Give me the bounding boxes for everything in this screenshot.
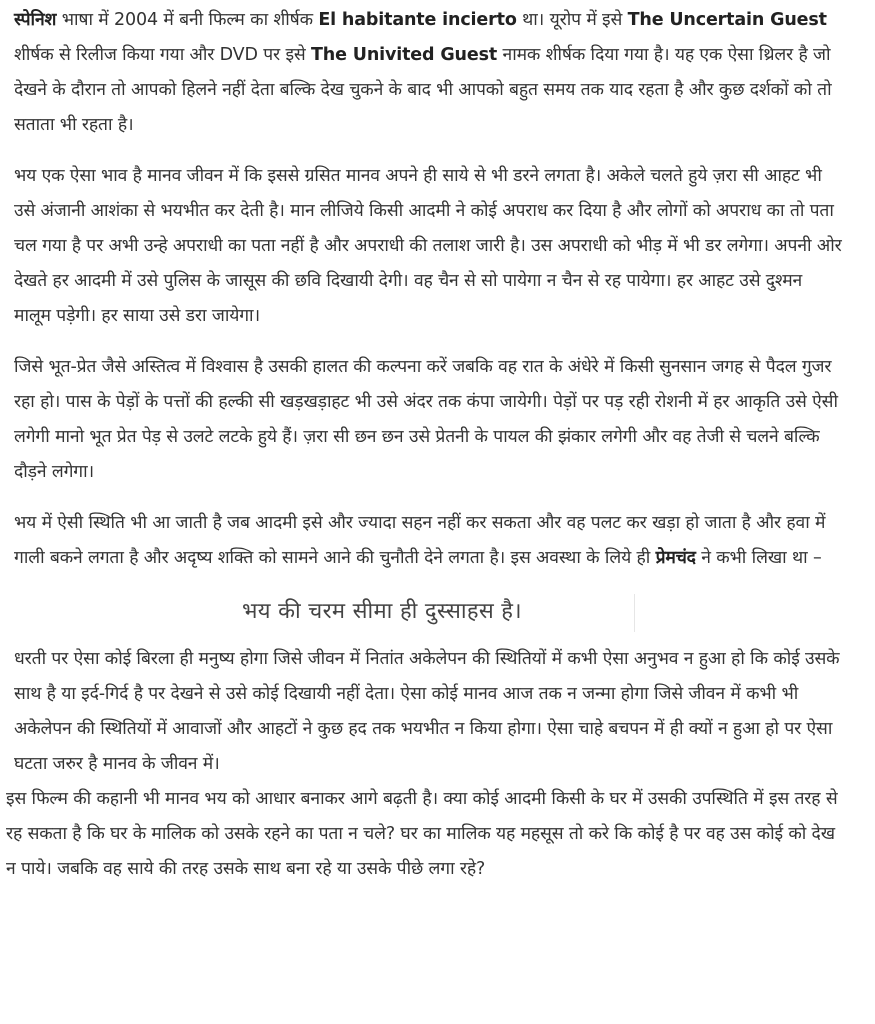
paragraph-text: था। यूरोप में इसे [516,10,628,30]
paragraph-film-intro [14,0,844,143]
paragraph-text: भय में ऐसी स्थिति भी आ जाती है जब आदमी इसे और ज्यादा सहन नहीं कर सकता और वह पलट कर खड़ा हो जाता है और हवा में गाली बकने लगता है और अदृष्य शक्ति को सामने आने की चुनौती देने लगता है। इस अवस्था के लिये ही [14,513,826,568]
bold-text-europe-title: The Uncertain Guest [627,10,827,30]
paragraph-fear: भय एक ऐसा भाव है मानव जीवन में कि इससे ग्रसित मानव अपने ही साये से भी डरने लगता है। अकेले चलते हुये ज़रा सी आहट भी उसे अंजानी आशंका से भयभीत कर देती है। मान लीजिये किसी आदमी ने कोई अपराध कर दिया है और लोगों को अपराध का तो पता चल गया है पर अभी उन्हे अपराधी का पता नहीं है और अपराधी की तलाश जारी है। उस अपराधी को भीड़ में भी डर लगेगा। अपनी ओर देखते हर आदमी में उसे पुलिस के जासूस की छवि दिखायी देगी। वह चैन से सो पायेगा न चैन से रह पायेगा। हर आहट उसे दुश्मन मालूम पड़ेगी। हर साया उसे डरा जायेगा। [14,166,842,326]
paragraph-premchand [14,506,844,576]
paragraph-text: भाषा में 2004 में बनी फिल्म का शीर्षक [56,10,319,30]
bold-text-author: प्रेमचंद [655,548,696,568]
quote-divider [634,594,635,632]
paragraph-text: शीर्षक से रिलीज किया गया और DVD पर इसे [14,45,311,65]
paragraph-film-story: इस फिल्म की कहानी भी मानव भय को आधार बनाकर आगे बढ़ती है। क्या कोई आदमी किसी के घर में उसकी उपस्थिति में इस तरह से रह सकता है कि घर के मालिक को उसके रहने का पता न चले? घर का मालिक यह महसूस तो करे कि कोई है पर वह उस कोई को देख न पाये। जबकि वह साये की तरह उसके साथ बना रहे या उसके पीछे लगा रहे? [6,789,838,879]
article-body [6,0,844,887]
paragraph-loneliness: धरती पर ऐसा कोई बिरला ही मनुष्य होगा जिसे जीवन में नितांत अकेलेपन की स्थितियों में कभी ऐसा अनुभव न हुआ हो कि कोई उसके साथ है या इर्द-गिर्द है पर देखने से उसे कोई दिखायी नहीं देता। ऐसा कोई मानव आज तक न जन्मा होगा जिसे जीवन में कभी भी अकेलेपन की स्थितियों में आवाजों और आहटों ने कुछ हद तक भयभीत न किया होगा। ऐसा चाहे बचपन में ही क्यों न हुआ हो पर ऐसा घटता जरुर है मानव के जीवन में। [14,649,840,774]
quote-text: भय की चरम सीमा ही दुस्साहस है। [242,599,522,624]
bold-text-original-title: El habitante incierto [318,10,517,30]
bold-text-language: स्पेनिश [14,10,57,30]
paragraph-text: नामक शीर्षक दिया गया है। यह एक ऐसा थ्रिलर है जो देखने के दौरान तो आपको हिलने नहीं देता बल्कि देख चुकने के बाद भी आपको बहुत समय तक याद रहता है और कुछ दर्शकों को तो सताता भी रहता है। [14,45,832,135]
paragraph-ghosts: जिसे भूत-प्रेत जैसे अस्तित्व में विश्वास है उसकी हालत की कल्पना करें जबकि वह रात के अंधेरे में किसी सुनसान जगह से पैदल गुजर रहा हो। पास के पेड़ों के पत्तों की हल्की सी खड़खड़ाहट भी उसे अंदर तक कंपा जायेगी। पेड़ों पर पड़ रही रोशनी में हर आकृति उसे ऐसी लगेगी मानो भूत प्रेत पेड़ से उलटे लटके हुये हैं। ज़रा सी छन छन उसे प्रेतनी के पायल की झंकार लगेगी और वह तेजी से चलने बल्कि दौड़ने लगेगा। [14,357,838,482]
bold-text-dvd-title: The Univited Guest [311,45,498,65]
paragraph-text: ने कभी लिखा था – [695,548,822,568]
blockquote [14,592,844,636]
